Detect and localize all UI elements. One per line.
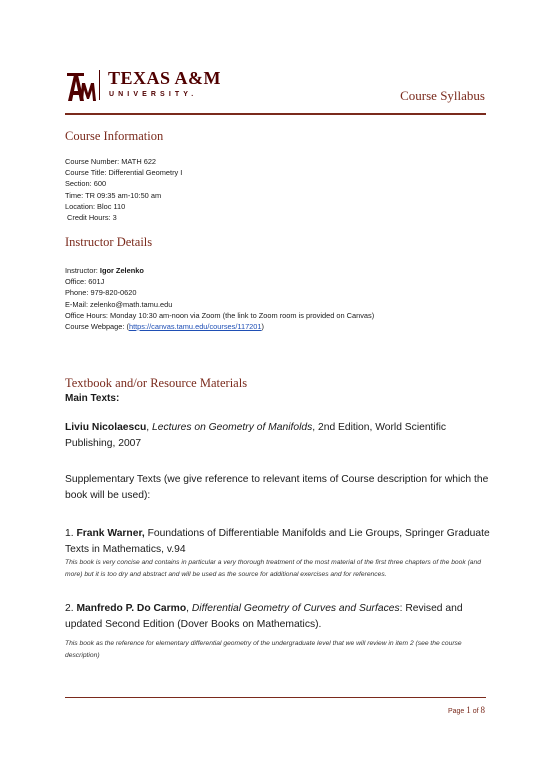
item-2-details: : Revised and updated Second Edition (Dover Books on Mathematics). bbox=[65, 603, 463, 630]
instructor-line bbox=[65, 265, 374, 276]
item-1-number: 1. bbox=[65, 528, 77, 539]
course-location: Location: Bloc 110 bbox=[65, 201, 126, 211]
item-1-note: This book is very concise and contains in particular a very thorough treatment of the most material of the first three chapters of the book (and more) but it is too dry and abstract and will be used as the source for additional exercises and for references. bbox=[65, 559, 481, 578]
item-2-title: Differential Geometry of Curves and Surfaces bbox=[191, 603, 400, 614]
supplementary-item-2 bbox=[65, 601, 495, 633]
instructor-list bbox=[65, 265, 374, 332]
course-number: Course Number: MATH 622 bbox=[65, 157, 157, 166]
materials-heading: Textbook and/or Resource Materials bbox=[65, 376, 248, 390]
page-word: Page bbox=[447, 708, 467, 715]
item-2-number: 2. bbox=[65, 603, 77, 614]
atm-logo-icon bbox=[66, 71, 96, 105]
webpage-close-paren: ) bbox=[261, 321, 264, 331]
main-texts-label: Main Texts: bbox=[65, 393, 120, 404]
brand-name: TEXAS A&M bbox=[108, 68, 222, 88]
course-time: Time: TR 09:35 am-10:50 am bbox=[65, 190, 162, 200]
instructor-phone: Phone: 979-820-0620 bbox=[65, 288, 137, 298]
instructor-name: Igor Zelenko bbox=[99, 266, 144, 275]
course-title: Course Title: Differential Geometry I bbox=[65, 168, 183, 178]
course-webpage-link[interactable]: https://canvas.tamu.edu/courses/117201 bbox=[128, 321, 262, 331]
main-text-details: , 2nd Edition, World Scientific Publishing, 2007 bbox=[65, 422, 446, 449]
course-info-heading: Course Information bbox=[65, 129, 164, 143]
item-2-author: Manfredo P. Do Carmo bbox=[76, 603, 187, 614]
main-text-author: Liviu Nicolaescu bbox=[65, 422, 147, 433]
total-pages: 8 bbox=[480, 705, 485, 715]
item-1-author: Frank Warner, bbox=[76, 528, 145, 539]
instructor-label: Instructor: bbox=[65, 266, 100, 275]
current-page: 1 bbox=[466, 705, 471, 715]
webpage-label: Course Webpage: ( bbox=[65, 321, 129, 331]
item-1-details: Foundations of Differentiable Manifolds and Lie Groups, Springer Graduate Texts in Mathematics, v.94 bbox=[65, 528, 490, 555]
item-2-note: This book as the reference for elementary differential geometry of the undergraduate level that we will review in item 2 (see the course description) bbox=[65, 640, 462, 659]
course-section: Section: 600 bbox=[65, 179, 107, 189]
footer-rule bbox=[65, 697, 486, 698]
logo-divider bbox=[99, 70, 100, 100]
course-info-list bbox=[65, 156, 182, 223]
office-hours: Office Hours: Monday 10:30 am-noon via Zoom (the link to Zoom room is provided on Canvas) bbox=[65, 310, 375, 320]
course-credit-hours: Credit Hours: 3 bbox=[65, 212, 117, 222]
page-number bbox=[448, 705, 485, 715]
supplementary-texts: Supplementary Texts (we give reference to relevant items of Course description for which the book will be used): bbox=[65, 474, 489, 501]
item-2-separator: , bbox=[186, 603, 192, 614]
of-word: of bbox=[470, 708, 481, 715]
main-text-citation: Liviu Nicolaescu, Lectures on Geometry of Manifolds, 2nd Edition, World Scientific Publishing, 2007 bbox=[65, 422, 446, 449]
instructor-heading: Instructor Details bbox=[65, 235, 153, 249]
brand-subtitle: UNIVERSITY. bbox=[109, 91, 198, 98]
course-webpage bbox=[65, 321, 374, 332]
instructor-email: E-Mail: zelenko@math.tamu.edu bbox=[65, 299, 173, 309]
main-text-title: Lectures on Geometry of Manifolds bbox=[152, 422, 313, 433]
supplementary-item-1 bbox=[65, 526, 495, 558]
instructor-office: Office: 601J bbox=[65, 277, 105, 287]
document-title: Course Syllabus bbox=[400, 88, 485, 103]
header-rule bbox=[65, 113, 486, 115]
